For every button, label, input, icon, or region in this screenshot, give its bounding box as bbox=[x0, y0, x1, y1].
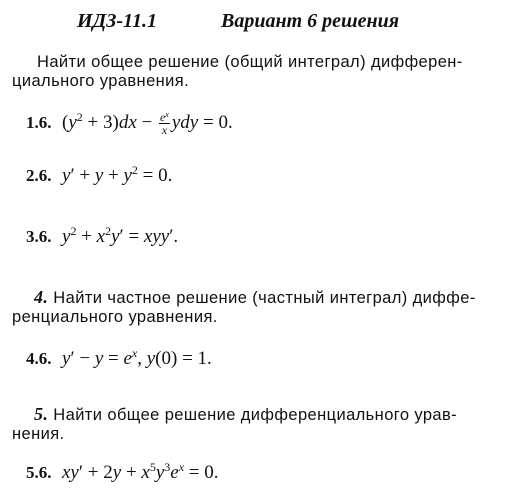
section4-instruction-line1: 4. Найти частное решение (частный интеграл) диффе- bbox=[34, 287, 476, 307]
task-2-6 bbox=[26, 165, 172, 187]
fraction-e-x-over-x: $\frac{e^x}{x}$ bbox=[159, 110, 169, 137]
equation-4-6: $y' - y = e^x$, y(0) = 1. bbox=[62, 346, 212, 369]
section5-instruction-line1: 5. Найти общее решение дифференциального урав- bbox=[34, 404, 458, 424]
section1-instruction-line2: циального уравнения. bbox=[12, 72, 190, 90]
task-3-6 bbox=[26, 226, 178, 248]
section4-number: 4. bbox=[34, 287, 49, 307]
task-label: 3.6. bbox=[26, 227, 52, 246]
equation-5-6: $xy' + 2y + x^5y^3e^x = 0$. bbox=[62, 460, 219, 483]
task-5-6 bbox=[26, 462, 219, 484]
task-label: 2.6. bbox=[26, 166, 52, 185]
equation-3-6: $y^2 + x^2y' = xyy'$. bbox=[62, 224, 179, 247]
task-label: 5.6. bbox=[26, 463, 52, 482]
task-label: 4.6. bbox=[26, 349, 52, 368]
task-4-6 bbox=[26, 348, 212, 370]
section1-instruction-line1: Найти общее решение (общий интеграл) дифферен- bbox=[37, 53, 463, 71]
assignment-code: ИДЗ-11.1 bbox=[77, 10, 157, 32]
variant-title: Вариант 6 решения bbox=[221, 10, 400, 32]
task-1-6 bbox=[26, 111, 233, 136]
section5-number: 5. bbox=[34, 404, 49, 424]
equation-2-6: $y' + y + y^2 = 0$. bbox=[62, 163, 173, 186]
section5-instruction-line2: нения. bbox=[12, 425, 65, 443]
task-label: 1.6. bbox=[26, 112, 52, 132]
section4-instruction-line2: ренциального уравнения. bbox=[12, 308, 218, 326]
equation-1-6: $(y^2 + 3)dx$ − $\frac{e^x}{x}$ ydy = 0. bbox=[62, 109, 233, 137]
